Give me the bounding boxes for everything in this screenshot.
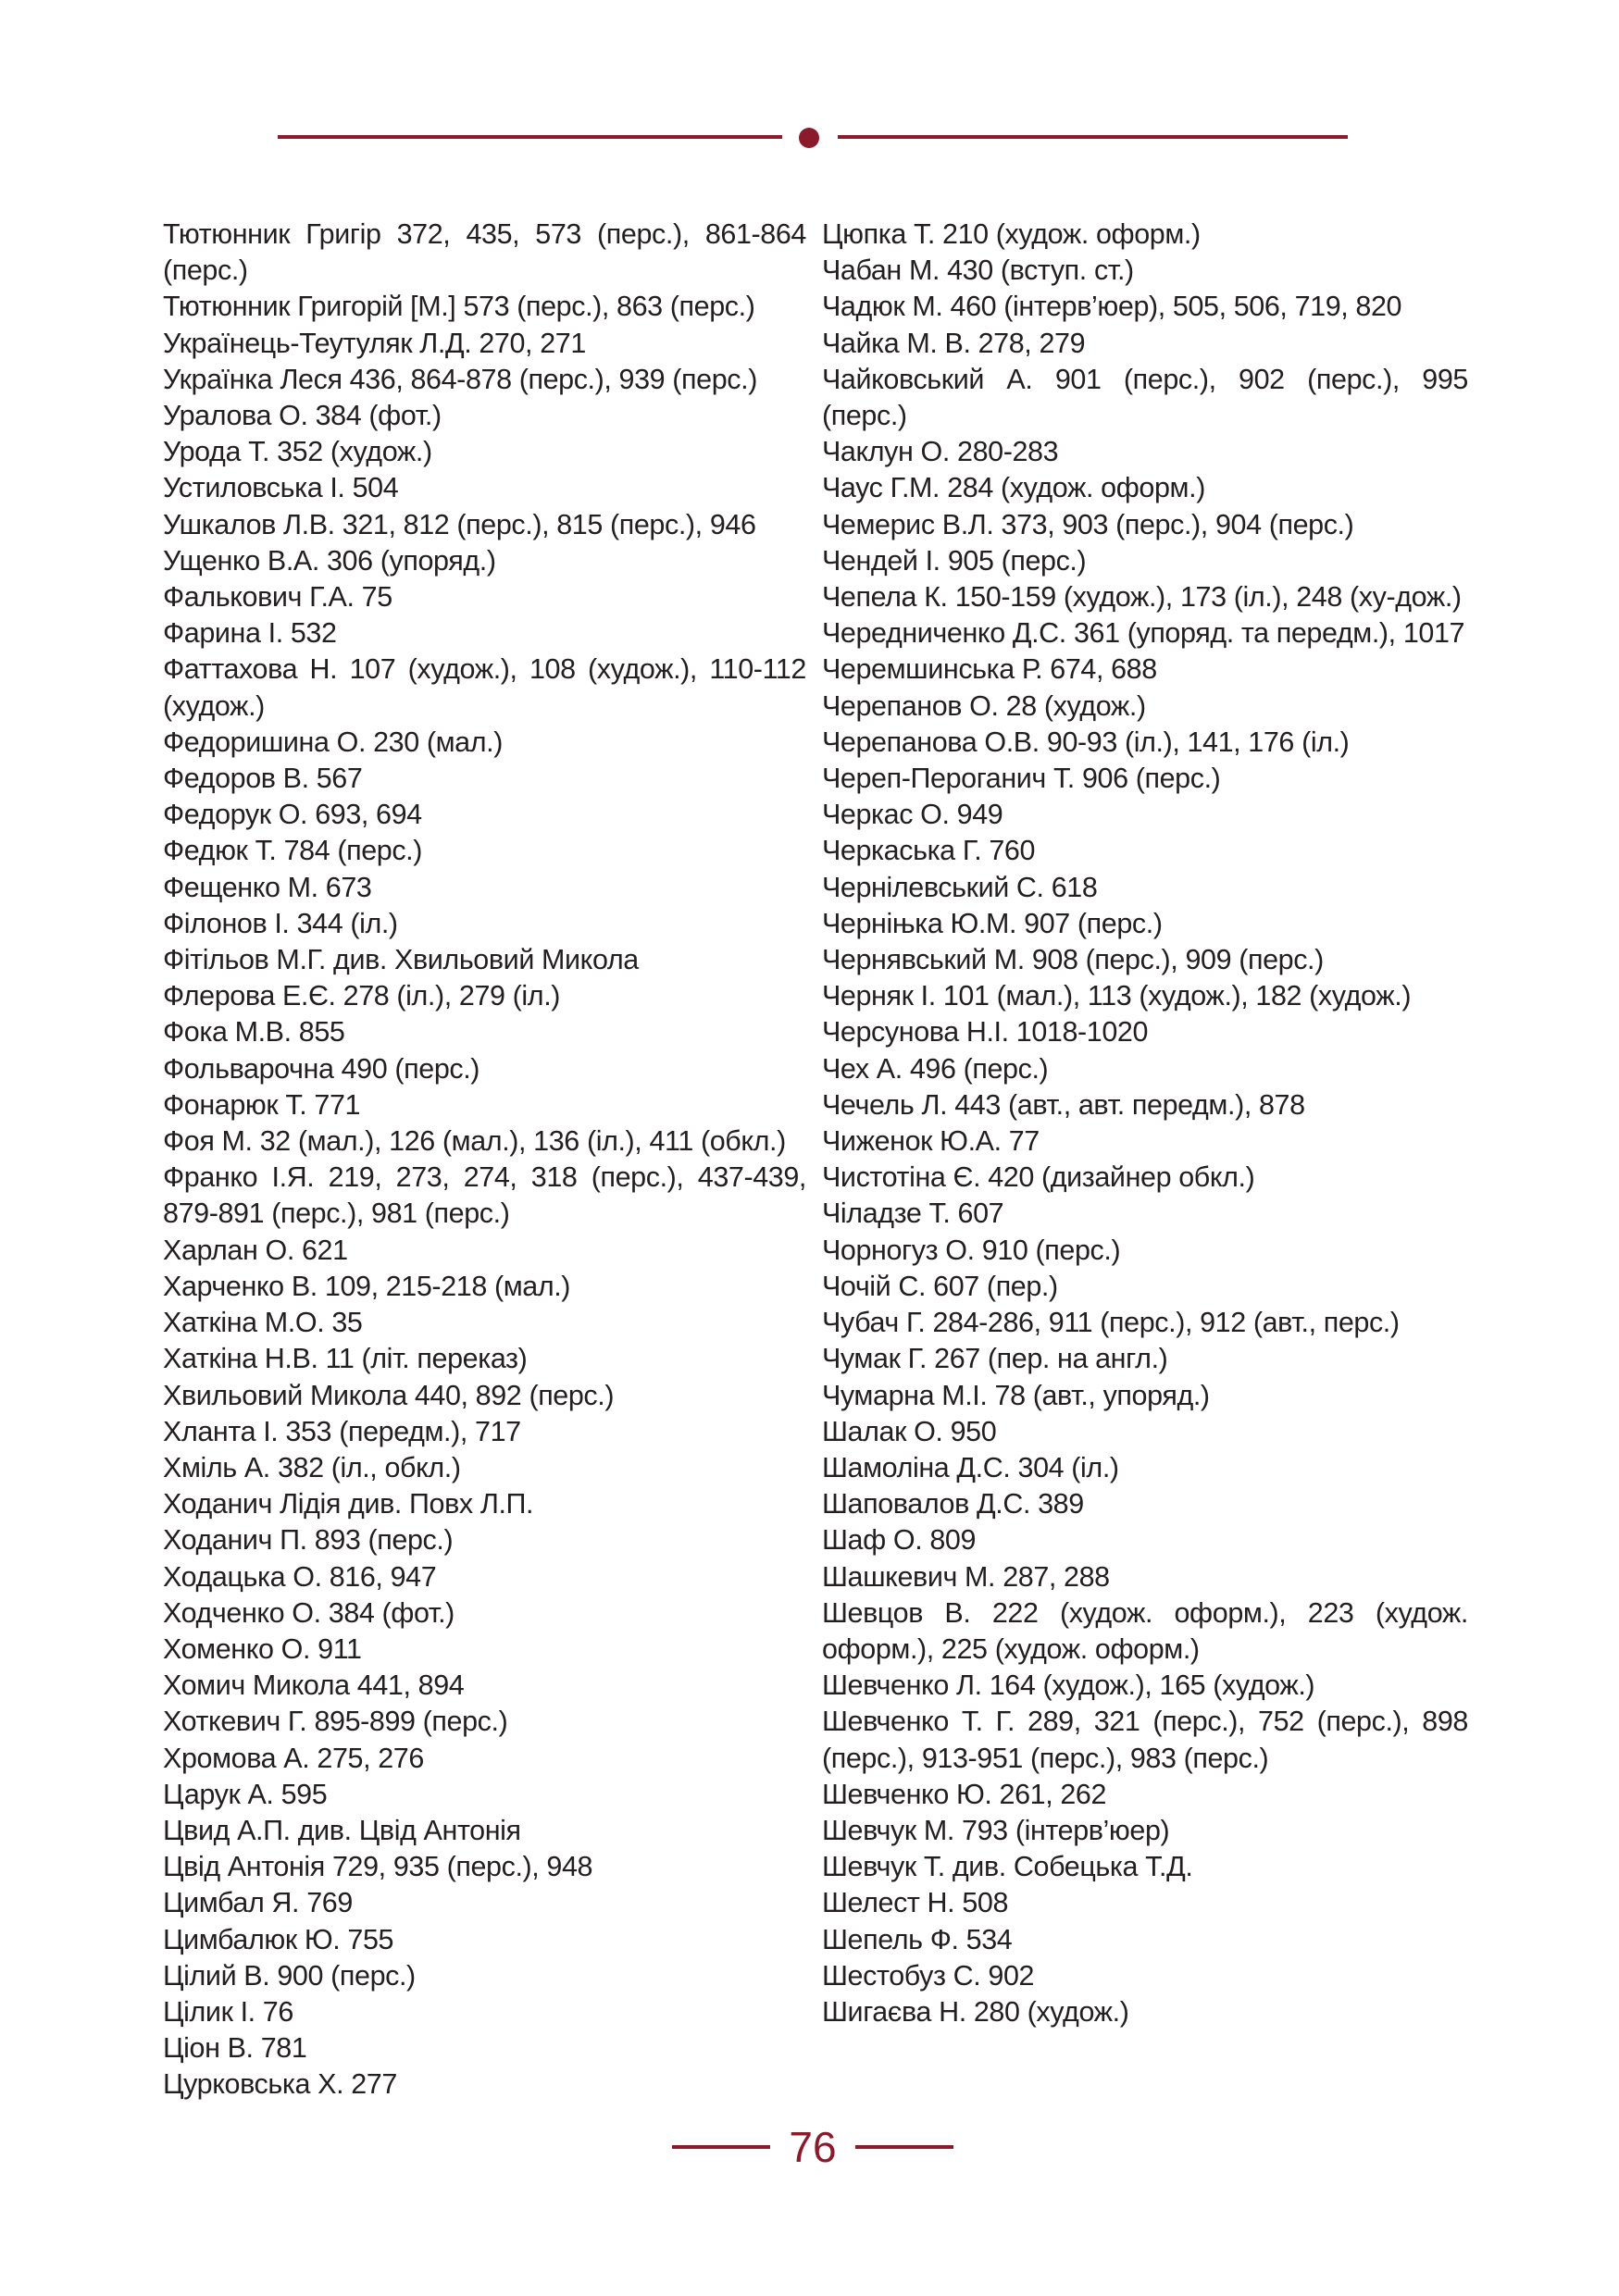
index-entry: Чендей І. 905 (перс.) bbox=[822, 544, 1087, 577]
index-entry: Устиловська І. 504 bbox=[163, 472, 399, 504]
index-entry: Федоришина О. 230 (мал.) bbox=[163, 726, 503, 758]
index-entry: Череп-Пероганич Т. 906 (перс.) bbox=[822, 763, 1221, 795]
index-entry: Шалак О. 950 bbox=[822, 1415, 997, 1447]
index-column-right bbox=[822, 217, 1468, 2030]
index-entry: Шестобуз С. 902 bbox=[822, 1959, 1035, 1992]
index-entry: Шепель Ф. 534 bbox=[822, 1923, 1013, 1955]
index-entry: Хаткіна Н.В. 11 (літ. переказ) bbox=[163, 1343, 528, 1375]
index-entry: Українка Леся 436, 864-878 (перс.), 939 (перс.) bbox=[163, 363, 757, 395]
index-entry: Черепанов О. 28 (худож.) bbox=[822, 689, 1146, 722]
index-entry: Цвід Антонія 729, 935 (перс.), 948 bbox=[163, 1851, 593, 1883]
index-entry: Ущенко В.А. 306 (упоряд.) bbox=[163, 544, 496, 577]
index-entry: Чистотіна Є. 420 (дизайнер обкл.) bbox=[822, 1161, 1255, 1194]
index-entry: Черепанова О.В. 90-93 (іл.), 141, 176 (іл.) bbox=[822, 726, 1350, 758]
index-entry: Черніњка Ю.М. 907 (перс.) bbox=[822, 907, 1163, 939]
page-footer bbox=[0, 2119, 1619, 2175]
index-entry: Флерова Е.Є. 278 (іл.), 279 (іл.) bbox=[163, 980, 561, 1012]
index-entry: Фітільов М.Г. див. Хвильовий Микола bbox=[163, 944, 639, 976]
page-number: 76 bbox=[789, 2123, 837, 2171]
index-entry: Українець-Теутуляк Л.Д. 270, 271 bbox=[163, 327, 586, 359]
index-entry: Царук А. 595 bbox=[163, 1778, 328, 1810]
index-entry: Ушкалов Л.В. 321, 812 (перс.), 815 (перс.), 946 bbox=[163, 508, 756, 540]
index-entry: Хаткіна М.О. 35 bbox=[163, 1307, 363, 1339]
index-entry: Чепела К. 150-159 (худож.), 173 (іл.), 248 (ху-дож.) bbox=[822, 581, 1462, 614]
index-entry: Фаттахова Н. 107 (худож.), 108 (худож.), 110-112 (худож.) bbox=[163, 653, 806, 722]
index-entry: Черкаська Г. 760 bbox=[822, 835, 1036, 867]
index-entry: Чернілевський С. 618 bbox=[822, 871, 1098, 903]
index-entry: Ходанич Лідія див. Повх Л.П. bbox=[163, 1488, 534, 1520]
index-entry: Чередниченко Д.С. 361 (упоряд. та передм.), 1017 bbox=[822, 617, 1465, 650]
index-entry: Тютюнник Григір 372, 435, 573 (перс.), 861-864 (перс.) bbox=[163, 218, 806, 287]
index-entry: Хоткевич Г. 895-899 (перс.) bbox=[163, 1706, 508, 1738]
header-ornament-dot bbox=[799, 128, 819, 148]
index-entry: Шашкевич М. 287, 288 bbox=[822, 1560, 1110, 1593]
index-entry: Цурковська Х. 277 bbox=[163, 2068, 397, 2101]
index-entry: Чайковський А. 901 (перс.), 902 (перс.), 995 (перс.) bbox=[822, 363, 1468, 432]
index-entry: Чаклун О. 280-283 bbox=[822, 436, 1059, 468]
index-entry: Урода Т. 352 (худож.) bbox=[163, 436, 432, 468]
index-entry: Шигаєва Н. 280 (худож.) bbox=[822, 1995, 1129, 2028]
index-entry: Цимбалюк Ю. 755 bbox=[163, 1923, 394, 1955]
index-entry: Ходанич П. 893 (перс.) bbox=[163, 1524, 454, 1557]
index-entry: Ходацька О. 816, 947 bbox=[163, 1560, 437, 1593]
index-entry: Чумарна М.І. 78 (авт., упоряд.) bbox=[822, 1379, 1210, 1411]
header-rule-left bbox=[278, 135, 782, 139]
index-entry: Шевчук Т. див. Собецька Т.Д. bbox=[822, 1851, 1193, 1883]
index-column-left bbox=[163, 217, 806, 2104]
index-entry: Шаф О. 809 bbox=[822, 1524, 977, 1557]
footer-rule-left bbox=[672, 2145, 770, 2149]
index-entry: Хвильовий Микола 440, 892 (перс.) bbox=[163, 1379, 615, 1411]
index-entry: Чаус Г.М. 284 (худож. оформ.) bbox=[822, 472, 1205, 504]
index-entry: Шаповалов Д.С. 389 bbox=[822, 1488, 1084, 1520]
index-entry: Цілий В. 900 (перс.) bbox=[163, 1959, 416, 1992]
header-rule-right bbox=[838, 135, 1348, 139]
index-entry: Фалькович Г.А. 75 bbox=[163, 581, 392, 614]
index-entry: Фока М.В. 855 bbox=[163, 1016, 345, 1049]
index-entry: Чечель Л. 443 (авт., авт. передм.), 878 bbox=[822, 1088, 1305, 1121]
index-entry: Шевченко Л. 164 (худож.), 165 (худож.) bbox=[822, 1669, 1315, 1702]
index-entry: Федюк Т. 784 (перс.) bbox=[163, 835, 423, 867]
index-entry: Харченко В. 109, 215-218 (мал.) bbox=[163, 1270, 571, 1302]
index-entry: Чадюк М. 460 (інтерв’юер), 505, 506, 719, 820 bbox=[822, 291, 1402, 323]
index-entry: Чиженок Ю.А. 77 bbox=[822, 1125, 1040, 1158]
footer-rule-right bbox=[855, 2145, 953, 2149]
index-entry: Шевченко Т. Г. 289, 321 (перс.), 752 (перс.), 898 (перс.), 913-951 (перс.), 983 (перс.) bbox=[822, 1706, 1468, 1774]
index-entry: Чабан М. 430 (вступ. ст.) bbox=[822, 254, 1134, 287]
index-entry: Уралова О. 384 (фот.) bbox=[163, 400, 442, 432]
index-entry: Хомич Микола 441, 894 bbox=[163, 1669, 465, 1702]
index-entry: Шевцов В. 222 (худож. оформ.), 223 (худож. оформ.), 225 (худож. оформ.) bbox=[822, 1596, 1468, 1665]
index-entry: Федоров В. 567 bbox=[163, 763, 363, 795]
index-entry: Федорук О. 693, 694 bbox=[163, 799, 422, 831]
index-entry: Черкас О. 949 bbox=[822, 799, 1003, 831]
index-entry: Фоя М. 32 (мал.), 126 (мал.), 136 (іл.), 411 (обкл.) bbox=[163, 1125, 786, 1158]
index-entry: Ціон В. 781 bbox=[163, 2032, 307, 2065]
index-entry: Філонов І. 344 (іл.) bbox=[163, 907, 398, 939]
index-entry: Франко І.Я. 219, 273, 274, 318 (перс.), 437-439, 879-891 (перс.), 981 (перс.) bbox=[163, 1161, 806, 1230]
index-entry: Чемерис В.Л. 373, 903 (перс.), 904 (перс.) bbox=[822, 508, 1354, 540]
index-entry: Фонарюк Т. 771 bbox=[163, 1088, 361, 1121]
index-entry: Фещенко М. 673 bbox=[163, 871, 372, 903]
index-entry: Тютюнник Григорій [М.] 573 (перс.), 863 (перс.) bbox=[163, 291, 755, 323]
index-entry: Шелест Н. 508 bbox=[822, 1887, 1009, 1919]
index-entry: Чумак Г. 267 (пер. на англ.) bbox=[822, 1343, 1168, 1375]
index-entry: Шамоліна Д.С. 304 (іл.) bbox=[822, 1451, 1119, 1483]
index-entry: Хоменко О. 911 bbox=[163, 1632, 362, 1665]
index-entry: Фарина І. 532 bbox=[163, 617, 337, 650]
index-entry: Чочій С. 607 (пер.) bbox=[822, 1270, 1058, 1302]
index-entry: Чубач Г. 284-286, 911 (перс.), 912 (авт., перс.) bbox=[822, 1307, 1400, 1339]
index-entry: Черемшинська Р. 674, 688 bbox=[822, 653, 1157, 686]
index-entry: Ходченко О. 384 (фот.) bbox=[163, 1596, 455, 1629]
index-entry: Цілик І. 76 bbox=[163, 1995, 293, 2028]
index-entry: Черняк І. 101 (мал.), 113 (худож.), 182 (худож.) bbox=[822, 980, 1412, 1012]
index-entry: Чех А. 496 (перс.) bbox=[822, 1052, 1049, 1085]
index-entry: Чорногуз О. 910 (перс.) bbox=[822, 1234, 1121, 1266]
index-entry: Черсунова Н.І. 1018-1020 bbox=[822, 1016, 1149, 1049]
index-entry: Чернявський М. 908 (перс.), 909 (перс.) bbox=[822, 944, 1324, 976]
index-entry: Цимбал Я. 769 bbox=[163, 1887, 353, 1919]
header-ornament bbox=[278, 128, 1348, 146]
index-entry: Цюпка Т. 210 (худож. оформ.) bbox=[822, 218, 1201, 250]
index-entry: Фольварочна 490 (перс.) bbox=[163, 1052, 480, 1085]
index-entry: Хміль А. 382 (іл., обкл.) bbox=[163, 1451, 461, 1483]
index-entry: Цвид А.П. див. Цвід Антонія bbox=[163, 1814, 521, 1846]
index-entry: Хромова А. 275, 276 bbox=[163, 1742, 424, 1774]
index-entry: Харлан О. 621 bbox=[163, 1234, 348, 1266]
index-entry: Хланта І. 353 (передм.), 717 bbox=[163, 1415, 521, 1447]
index-entry: Чіладзе Т. 607 bbox=[822, 1198, 1004, 1230]
index-entry: Шевчук М. 793 (інтерв’юер) bbox=[822, 1814, 1170, 1846]
index-entry: Шевченко Ю. 261, 262 bbox=[822, 1778, 1107, 1810]
index-entry: Чайка М. В. 278, 279 bbox=[822, 327, 1086, 359]
